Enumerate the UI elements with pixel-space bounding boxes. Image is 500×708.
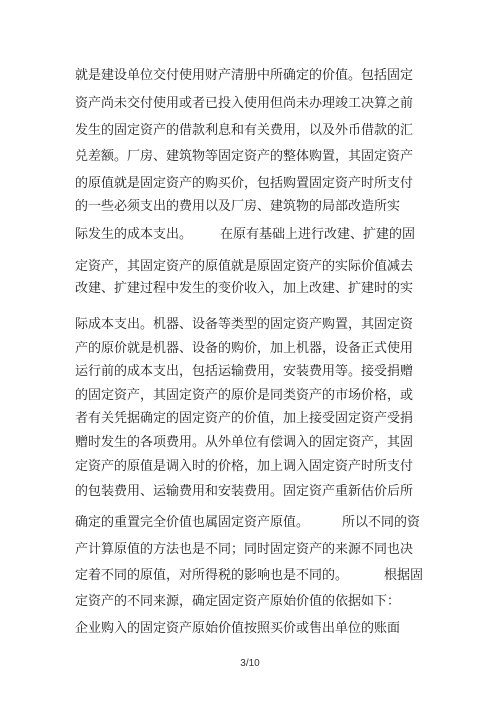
page-number: 3/10 <box>240 658 260 669</box>
text-segment: 所以不同的资 <box>342 515 421 530</box>
text-segment: 定资产，其固定资产的原值就是原固定资产的实际价值减去 <box>75 259 414 274</box>
text-segment: 确定的重置完全价值也属固定资产原值。 <box>75 515 310 530</box>
text-segment: 际发生的成本支出。 <box>75 227 193 242</box>
text-segment: 就是建设单位交付使用财产清册中所确定的价值。包括固定 <box>75 68 414 83</box>
text-segment: 产的原价就是机器、设备的购价，加上机器，设备正式使用 <box>75 341 414 356</box>
text-segment: 定资产的原值是调入时的价格，加上调入固定资产时所支付 <box>75 459 414 474</box>
text-segment: 赠时发生的各项费用。从外单位有偿调入的固定资产，其固 <box>75 435 414 450</box>
text-segment: 的固定资产，其固定资产的原价是同类资产的市场价格，或 <box>75 388 414 403</box>
text-segment: 兑差额。厂房、建筑物等固定资产的整体购置，其固定资产 <box>75 149 414 164</box>
text-segment: 根据固 <box>384 568 424 583</box>
text-segment: 运行前的成本支出，包括运输费用，安装费用等。接受捐赠 <box>75 364 414 379</box>
text-segment: 者有关凭据确定的固定资产的价值，加上接受固定资产受捐 <box>75 411 414 426</box>
text-segment: 发生的固定资产的借款利息和有关费用，以及外币借款的汇 <box>75 123 414 138</box>
text-segment: 的原值就是固定资产的购买价，包括购置固定资产时所支付 <box>75 176 414 191</box>
text-segment: 的一些必须支出的费用以及厂房、建筑物的局部改造所实 <box>75 199 401 214</box>
text-segment: 定资产的不同来源，确定固定资产原始价值的依据如下： <box>75 594 401 609</box>
text-segment: 的包装费用、运输费用和安装费用。固定资产重新估价后所 <box>75 484 414 499</box>
text-segment: 资产尚未交付使用或者已投入使用但尚未办理竣工决算之前 <box>75 96 414 111</box>
text-segment: 产计算原值的方法也是不同；同时固定资产的来源不同也决 <box>75 542 414 557</box>
text-segment: 际成本支出。机器、设备等类型的固定资产购置，其固定资 <box>75 317 414 332</box>
text-segment: 企业购入的固定资产原始价值按照买价或售出单位的账面 <box>75 621 401 636</box>
text-segment: 定着不同的原值，对所得税的影响也是不同的。 <box>75 568 349 583</box>
text-segment: 在原有基础上进行改建、扩建的固 <box>220 227 416 242</box>
text-segment: 改建、扩建过程中发生的变价收入，加上改建、扩建时的实 <box>75 281 414 296</box>
